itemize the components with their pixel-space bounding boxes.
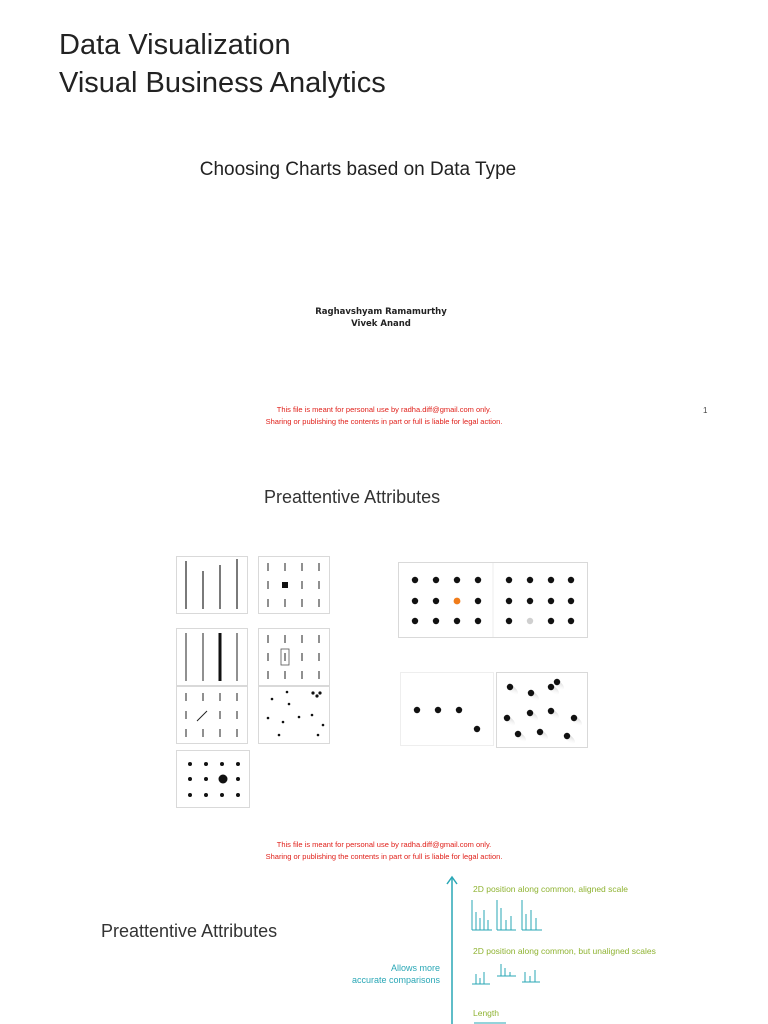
slide-title-line1: Data Visualization [59, 29, 291, 61]
usage-notice [0, 839, 768, 862]
slide-title: Preattentive Attributes [101, 921, 278, 941]
author-name: Vivek Anand [351, 319, 411, 329]
length-icon [470, 1018, 510, 1024]
accuracy-axis-arrow [440, 872, 464, 1024]
motion-panel [496, 672, 588, 748]
ranking-item: 2D position along common, but unaligned scales [473, 946, 656, 956]
size-panel [176, 750, 250, 808]
axis-label-line: Allows more [390, 963, 440, 973]
enclosure-figure [259, 629, 329, 685]
spatial-position-figure [401, 673, 493, 745]
spatial-position-panel [400, 672, 494, 746]
hue-intensity-figure [399, 563, 587, 637]
unaligned-scale-icon [470, 960, 544, 986]
page-number: 1 [703, 406, 708, 415]
grouping-panel [258, 686, 330, 744]
orientation-length-panel [176, 556, 248, 614]
orientation-figure [177, 687, 247, 743]
author-name: Raghavshyam Ramamurthy [315, 307, 447, 317]
usage-notice-line: Sharing or publishing the contents in part or full is liable for legal action. [265, 416, 503, 426]
hue-intensity-panel [398, 562, 588, 638]
enclosure-panel [258, 628, 330, 686]
aligned-scale-icon [470, 898, 544, 932]
slide-subtitle: Choosing Charts based on Data Type [199, 159, 517, 180]
line-width-figure [177, 629, 247, 685]
dot-size-figure [177, 751, 249, 807]
width-panel [176, 628, 248, 686]
ranking-item: 2D position along common, aligned scale [473, 884, 628, 894]
orientation-panel [176, 686, 248, 744]
shape-figure [259, 557, 329, 613]
usage-notice-line: Sharing or publishing the contents in part or full is liable for legal action. [265, 851, 503, 861]
authors [0, 306, 762, 330]
slide-title-line2: Visual Business Analytics [59, 67, 386, 99]
line-length-figure [177, 557, 247, 613]
usage-notice-line: This file is meant for personal use by radha.diff@gmail.com only. [276, 405, 492, 414]
usage-notice-line: This file is meant for personal use by radha.diff@gmail.com only. [276, 840, 492, 849]
slide-title: Preattentive Attributes [264, 487, 441, 507]
usage-notice [0, 404, 768, 427]
shape-panel [258, 556, 330, 614]
axis-label [330, 962, 440, 986]
scatter-grouping-figure [259, 687, 329, 743]
ranking-item: Length [473, 1008, 499, 1018]
motion-figure [497, 673, 587, 747]
axis-label-line: accurate comparisons [351, 975, 440, 985]
